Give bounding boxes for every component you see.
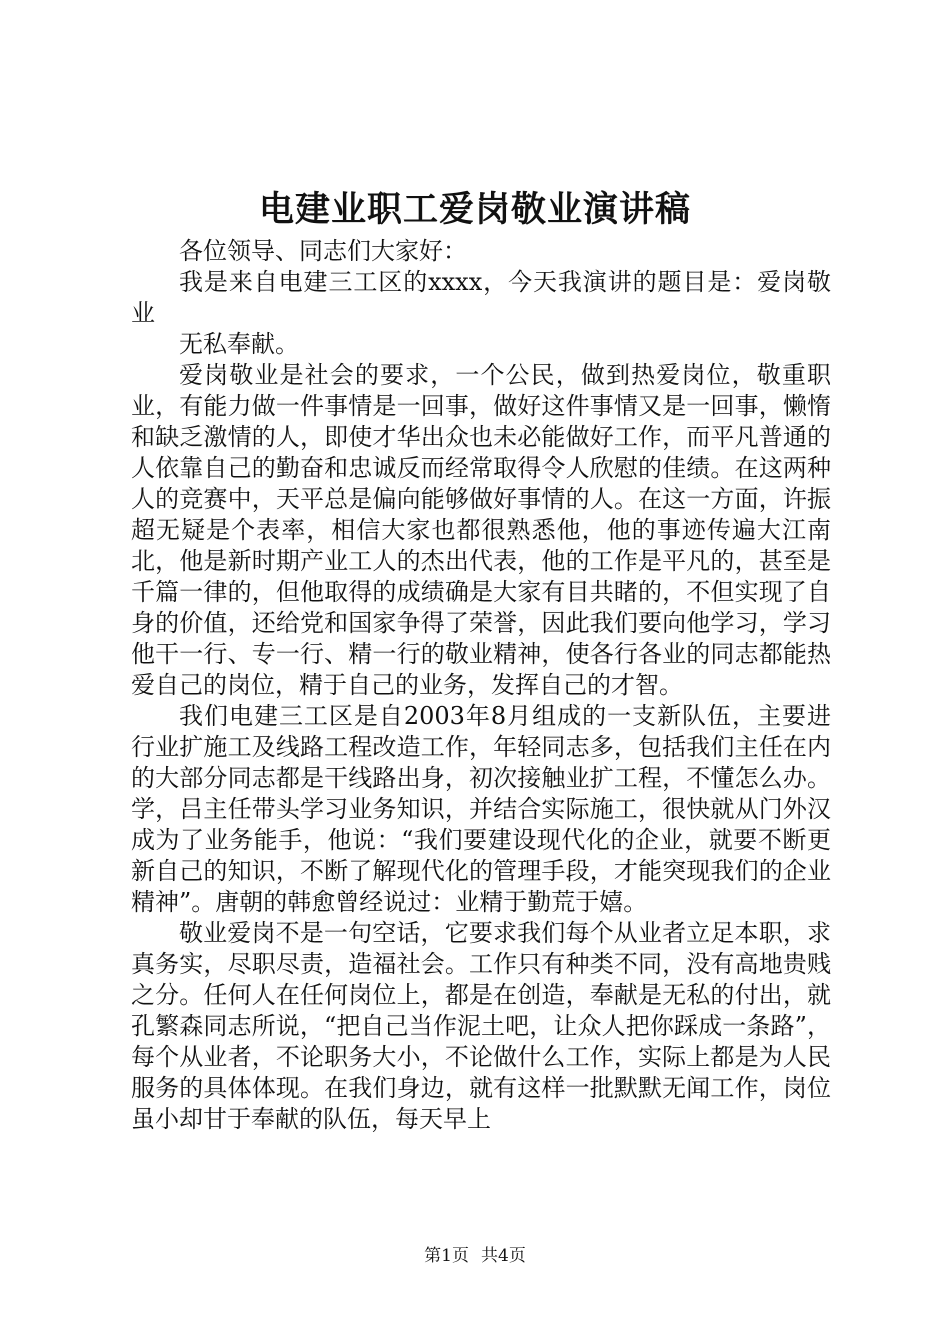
paragraph-intro: 我是来自电建三工区的xxxx，今天我演讲的题目是：爱岗敬业 [131,268,831,327]
paragraph-body: 我们电建三工区是自2003年8月组成的一支新队伍，主要进行业扩施工及线路工程改造工作，年轻同志多，包括我们主任在内的大部分同志都是干线路出身，初次接触业扩工程，不懂怎么办。学，吕主任带头学习业务知识，并结合实际施工，很快就从门外汉成为了业务能手，他说：“我们要建设现代化的企业，就要不断更新自己的知识，不断了解现代化的管理手段，才能突现我们的企业精神”。唐朝的韩愈曾经说过：业精于勤荒于嬉。 [131,702,831,916]
page-total: 共4页 [481,1246,526,1266]
document-title: 电建业职工爱岗敬业演讲稿 [258,189,691,230]
paragraph-greeting: 各位领导、同志们大家好： [179,237,467,265]
document-body [131,236,831,1135]
paragraph-topic: 无私奉献。 [179,330,299,358]
page-footer [0,1244,950,1268]
page-number: 第1页 [424,1246,469,1266]
paragraph-body: 敬业爱岗不是一句空话，它要求我们每个从业者立足本职，求真务实，尽职尽责，造福社会。工作只有种类不同，没有高地贵贱之分。任何人在任何岗位上，都是在创造，奉献是无私的付出，就孔繁森同志所说，“把自己当作泥土吧，让众人把你踩成一条路”，每个从业者，不论职务大小，不论做什么工作，实际上都是为人民服务的具体体现。在我们身边，就有这样一批默默无闻工作，岗位虽小却甘于奉献的队伍，每天早上 [131,919,831,1133]
paragraph-body: 爱岗敬业是社会的要求，一个公民，做到热爱岗位，敬重职业，有能力做一件事情是一回事，做好这件事情又是一回事，懒惰和缺乏激情的人，即使才华出众也未必能做好工作，而平凡普通的人依靠自己的勤奋和忠诚反而经常取得令人欣慰的佳绩。在这两种人的竞赛中，天平总是偏向能够做好事情的人。在这一方面，许振超无疑是个表率，相信大家也都很熟悉他，他的事迹传遍大江南北，他是新时期产业工人的杰出代表，他的工作是平凡的，甚至是千篇一律的，但他取得的成绩确是大家有目共睹的，不但实现了自身的价值，还给党和国家争得了荣誉，因此我们要向他学习，学习他干一行、专一行、精一行的敬业精神，使各行各业的同志都能热爱自己的岗位，精于自己的业务，发挥自己的才智。 [131,361,831,699]
